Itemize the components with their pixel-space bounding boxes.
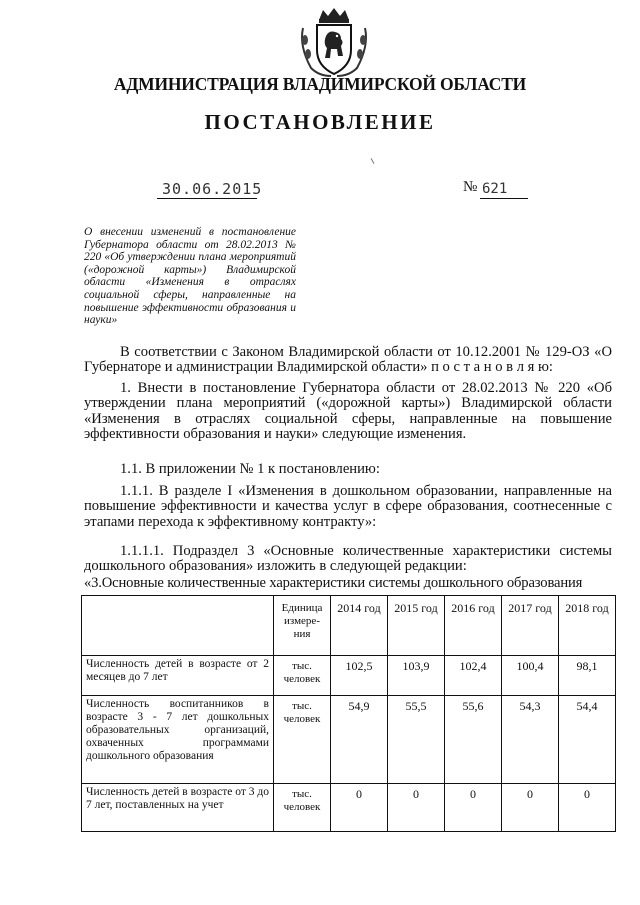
table-row — [82, 696, 616, 784]
row-value-2014: 102,5 — [331, 656, 388, 696]
header-2018: 2018 год — [559, 596, 616, 656]
row-value-2014: 0 — [331, 784, 388, 832]
header-2015: 2015 год — [388, 596, 445, 656]
row-value-2015: 103,9 — [388, 656, 445, 696]
header-indicator — [82, 596, 274, 656]
row-value-2018: 0 — [559, 784, 616, 832]
row-value-2016: 55,6 — [445, 696, 502, 784]
row-value-2015: 55,5 — [388, 696, 445, 784]
header-2017: 2017 год — [502, 596, 559, 656]
paragraph-item-1-1-1: 1.1.1. В разделе I «Изменения в дошкольном образовании, направленные на повышение эффективности и качества услуг в сфере образования, соотнесенные с этапами перехода к эффективному контракту»: — [84, 483, 612, 530]
row-unit: тыс. человек — [274, 696, 331, 784]
row-value-2016: 0 — [445, 784, 502, 832]
preschool-stats-table — [81, 595, 616, 832]
organization-title: АДМИНИСТРАЦИЯ ВЛАДИМИРСКОЙ ОБЛАСТИ — [113, 74, 527, 94]
paragraph-preamble: В соответствии с Законом Владимирской области от 10.12.2001 № 129-ОЗ «О Губернаторе и администрации Владимирской области» п о с т а н о в л я ю: — [84, 344, 612, 376]
paragraph-item-1-1: 1.1. В приложении № 1 к постановлению: — [120, 461, 380, 477]
row-value-2017: 100,4 — [502, 656, 559, 696]
table-header-row — [82, 596, 616, 656]
row-value-2017: 54,3 — [502, 696, 559, 784]
table-row — [82, 656, 616, 696]
header-unit: Единица измере-ния — [274, 596, 331, 656]
paragraph-item-1: 1. Внести в постановление Губернатора области от 28.02.2013 № 220 «Об утверждении плана мероприятий («дорожной карты») Владимирской области «Изменения в отраслях социальной сферы, направленные на повышение эффективности образования и науки» следующие изменения. — [84, 380, 612, 443]
row-indicator: Численность детей в возрасте от 3 до 7 лет, поставленных на учет — [82, 784, 274, 832]
row-unit: тыс. человек — [274, 656, 331, 696]
row-indicator: Численность воспитанников в возрасте 3 - 7 лет дошкольных образовательных организаций, охваченных программами дошкольного образования — [82, 696, 274, 784]
row-indicator: Численность детей в возрасте от 2 месяцев до 7 лет — [82, 656, 274, 696]
row-value-2015: 0 — [388, 784, 445, 832]
paragraph-item-1-1-1-1: 1.1.1.1. Подраздел 3 «Основные количественные характеристики системы дошкольного образования» изложить в следующей редакции: — [84, 543, 612, 575]
number-underline — [480, 198, 528, 199]
table-row — [82, 784, 616, 832]
document-number: 621 — [482, 181, 508, 197]
date-underline — [157, 198, 257, 199]
document-subject: О внесении изменений в постановление Губернатора области от 28.02.2013 № 220 «Об утверждении плана мероприятий («дорожной карты») Владимирской области «Изменения в отраслях социальной сферы, направленные на повышение эффективности образования и науки» — [84, 226, 296, 327]
coat-of-arms-icon — [297, 6, 371, 78]
row-unit: тыс. человек — [274, 784, 331, 832]
row-value-2018: 98,1 — [559, 656, 616, 696]
table-caption: «3.Основные количественные характеристики системы дошкольного образования — [84, 575, 583, 591]
row-value-2014: 54,9 — [331, 696, 388, 784]
header-2016: 2016 год — [445, 596, 502, 656]
scan-mark — [371, 158, 375, 164]
document-date: 30.06.2015 — [162, 180, 263, 198]
row-value-2018: 54,4 — [559, 696, 616, 784]
header-2014: 2014 год — [331, 596, 388, 656]
row-value-2016: 102,4 — [445, 656, 502, 696]
row-value-2017: 0 — [502, 784, 559, 832]
number-label: № — [463, 179, 478, 195]
document-type-title: ПОСТАНОВЛЕНИЕ — [204, 110, 436, 134]
